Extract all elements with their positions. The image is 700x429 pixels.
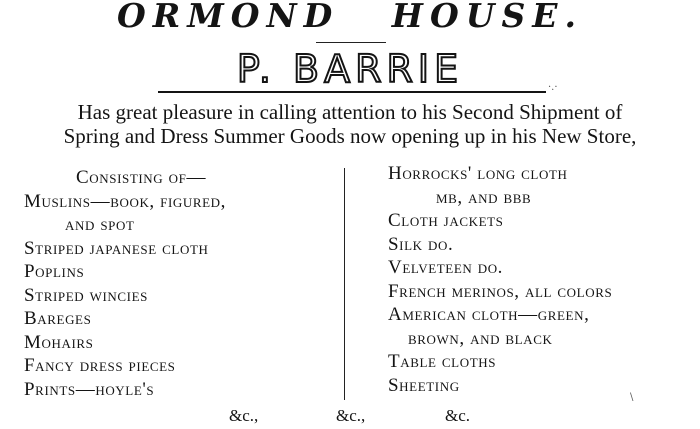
list-item: Cloth jackets <box>388 210 504 231</box>
list-item: Table cloths <box>388 351 497 372</box>
intro-line-2: Spring and Dress Summer Goods now opening up in his New Store, <box>63 124 637 148</box>
column-divider <box>344 168 345 400</box>
list-item: Velveteen do. <box>388 257 504 278</box>
right-goods-list <box>388 162 612 397</box>
list-item: brown, and black <box>408 327 553 349</box>
list-item: Horrocks' long cloth <box>388 163 568 184</box>
list-item: Prints—hoyle's <box>24 378 155 400</box>
list-item: Poplins <box>24 261 85 282</box>
list-item: Striped japanese cloth <box>24 237 209 259</box>
etc-mark-1: &c., <box>229 406 259 425</box>
list-item: American cloth—green, <box>388 304 590 325</box>
list-item: mb, and bbb <box>436 186 532 208</box>
list-item: Silk do. <box>388 233 454 255</box>
list-item: and spot <box>65 214 135 235</box>
etc-mark-3: &c. <box>445 406 471 425</box>
list-item: Sheeting <box>388 374 460 396</box>
print-speck: ·.· <box>548 82 558 93</box>
left-goods-list <box>24 166 226 401</box>
etc-mark-2: &c., <box>336 406 366 425</box>
proprietor-name: P. BARRIE <box>236 47 464 91</box>
list-item: French merinos, all colors <box>388 280 613 302</box>
proprietor-underline <box>158 91 546 93</box>
ad-title: ORMOND HOUSE. <box>117 0 583 35</box>
list-item: Fancy dress pieces <box>24 355 176 376</box>
title-rule <box>316 42 386 43</box>
list-item: Striped wincies <box>24 284 148 306</box>
list-item: Bareges <box>24 308 92 329</box>
list-item: Muslins—book, figured, <box>24 190 227 212</box>
intro-line-1: Has great pleasure in calling attention to his Second Shipment of <box>77 100 623 124</box>
list-item: Consisting of— <box>76 167 207 188</box>
print-speck: \ <box>630 392 634 403</box>
list-item: Mohairs <box>24 331 94 353</box>
